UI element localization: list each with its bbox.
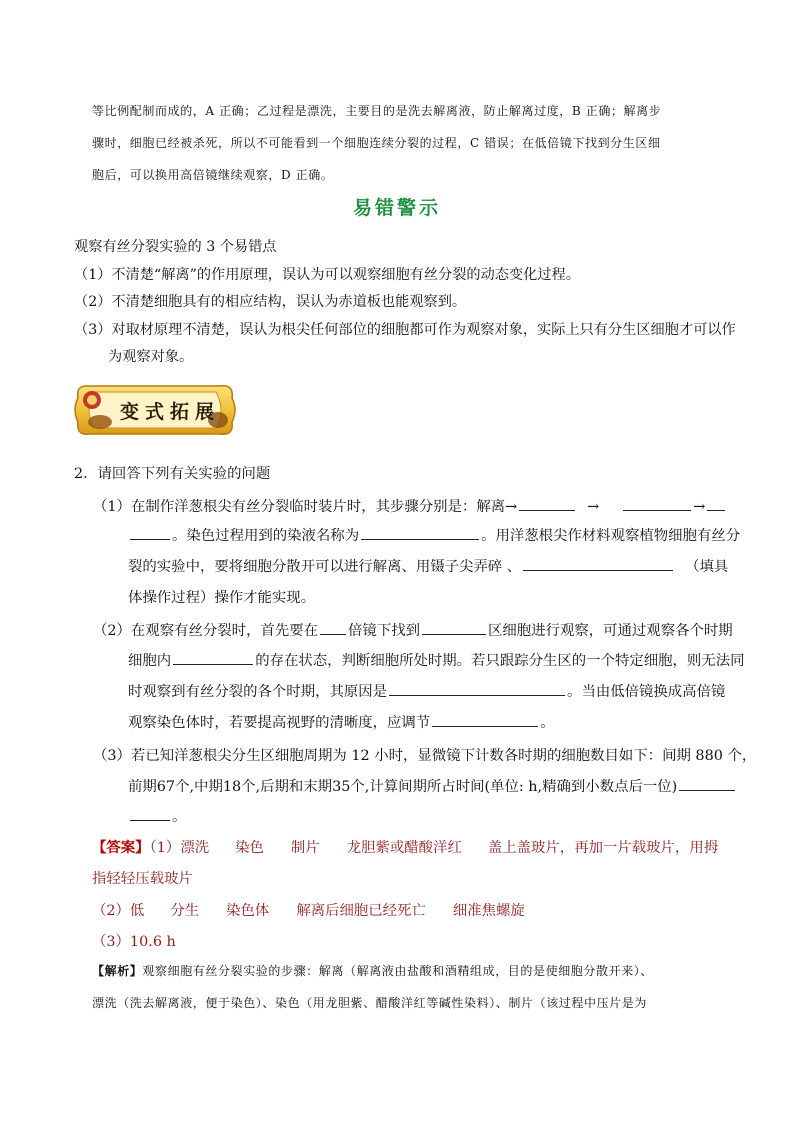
answer-blank[interactable] xyxy=(679,776,735,791)
question-part1-line2: 。染色过程用到的染液名称为 。用洋葱根尖作材料观察植物细胞有丝分 xyxy=(128,524,740,545)
analysis-line-2: 骤时，细胞已经被杀死，所以不可能看到一个细胞连续分裂的过程，C 错误；在低倍镜下找到分生区细 xyxy=(92,136,661,150)
question-part1-line1: （1）在制作洋葱根尖有丝分裂临时装片时，其步骤分别是：解离→ → → xyxy=(93,495,727,516)
analysis-bottom-line-2: 漂洗（洗去解离液，便于染色）、染色（用龙胆紫、醋酸洋红等碱性染料）、制片（该过程中压片是为 xyxy=(92,996,648,1010)
answer-blank[interactable] xyxy=(422,620,486,635)
answer-blank[interactable] xyxy=(130,806,170,821)
analysis-line-3: 胞后，可以换用高倍镜继续观察，D 正确。 xyxy=(92,168,334,182)
answer-blank[interactable] xyxy=(432,712,538,727)
answer-line-1: 【答案】（1）漂洗 染色 制片 龙胆紫或醋酸洋红 盖上盖玻片，再加一片载玻片，用拇 xyxy=(92,839,719,856)
banner-label: 变式拓展 xyxy=(120,401,221,423)
question-part3-line1: （3）若已知洋葱根尖分生区细胞周期为 12 小时，显微镜下计数各时期的细胞数目如下：间期 880 个， xyxy=(93,748,757,764)
warning-item-2: （2）不清楚细胞具有的相应结构，误认为赤道板也能观察到。 xyxy=(74,294,467,310)
answer-blank[interactable] xyxy=(523,556,673,571)
answer-blank[interactable] xyxy=(707,496,725,511)
answer-line-3: （2）低 分生 染色体 解离后细胞已经死亡 细准焦螺旋 xyxy=(92,903,525,919)
answer-blank[interactable] xyxy=(320,620,346,635)
question-part2-line2: 细胞内 的存在状态，判断细胞所处时期。若只跟踪分生区的一个特定细胞，则无法同 xyxy=(128,649,744,670)
question-part1-line4: 体操作过程）操作才能实现。 xyxy=(128,590,316,606)
warning-item-3-cont: 为观察对象。 xyxy=(108,349,194,365)
answer-blank[interactable] xyxy=(519,496,575,511)
question-part2-line3: 时观察到有丝分裂的各个时期，其原因是 。当由低倍镜换成高倍镜 xyxy=(128,680,725,701)
answer-line-4: （3）10.6 h xyxy=(92,934,176,950)
section-heading-warning: 易错警示 xyxy=(352,197,441,219)
question-part3-line2: 前期67个,中期18个,后期和末期35个,计算间期所占时间(单位: h,精确到小数点后一位) xyxy=(128,775,737,796)
answer-blank[interactable] xyxy=(361,525,479,540)
question-part1-line3: 裂的实验中，要将细胞分散开可以进行解离、用镊子尖弄碎 、 （填具 xyxy=(128,555,728,576)
answer-line-2: 指轻轻压载玻片 xyxy=(92,871,193,887)
answer-blank[interactable] xyxy=(173,650,253,665)
question-stem: 2．请回答下列有关实验的问题 xyxy=(74,466,271,482)
answer-blank[interactable] xyxy=(389,681,565,696)
answer-blank[interactable] xyxy=(623,496,691,511)
question-part2-line1: （2）在观察有丝分裂时，首先要在 倍镜下找到 区细胞进行观察，可通过观察各个时期 xyxy=(93,619,733,640)
variant-extension-banner xyxy=(72,378,238,442)
warning-intro: 观察有丝分裂实验的 3 个易错点 xyxy=(74,239,277,255)
question-part2-line4: 观察染色体时，若要提高视野的清晰度，应调节 。 xyxy=(128,711,555,732)
warning-item-1: （1）不清楚“解离”的作用原理，误认为可以观察细胞有丝分裂的动态变化过程。 xyxy=(74,267,580,283)
answer-label: 【答案】 xyxy=(92,839,150,856)
question-part3-line3: 。 xyxy=(128,805,186,826)
analysis-label: 【解析】 xyxy=(92,964,143,978)
analysis-bottom-line-1: 【解析】观察细胞有丝分裂实验的步骤：解离（解离液由盐酸和酒精组成，目的是使细胞分散开来）、 xyxy=(92,964,654,978)
answer-blank[interactable] xyxy=(130,525,170,540)
warning-item-3: （3）对取材原理不清楚，误认为根尖任何部位的细胞都可作为观察对象，实际上只有分生区细胞才可以作 xyxy=(74,322,736,338)
analysis-line-1: 等比例配制而成的，A 正确；乙过程是漂洗，主要目的是洗去解离液，防止解离过度，B 正确；解离步 xyxy=(92,104,662,118)
